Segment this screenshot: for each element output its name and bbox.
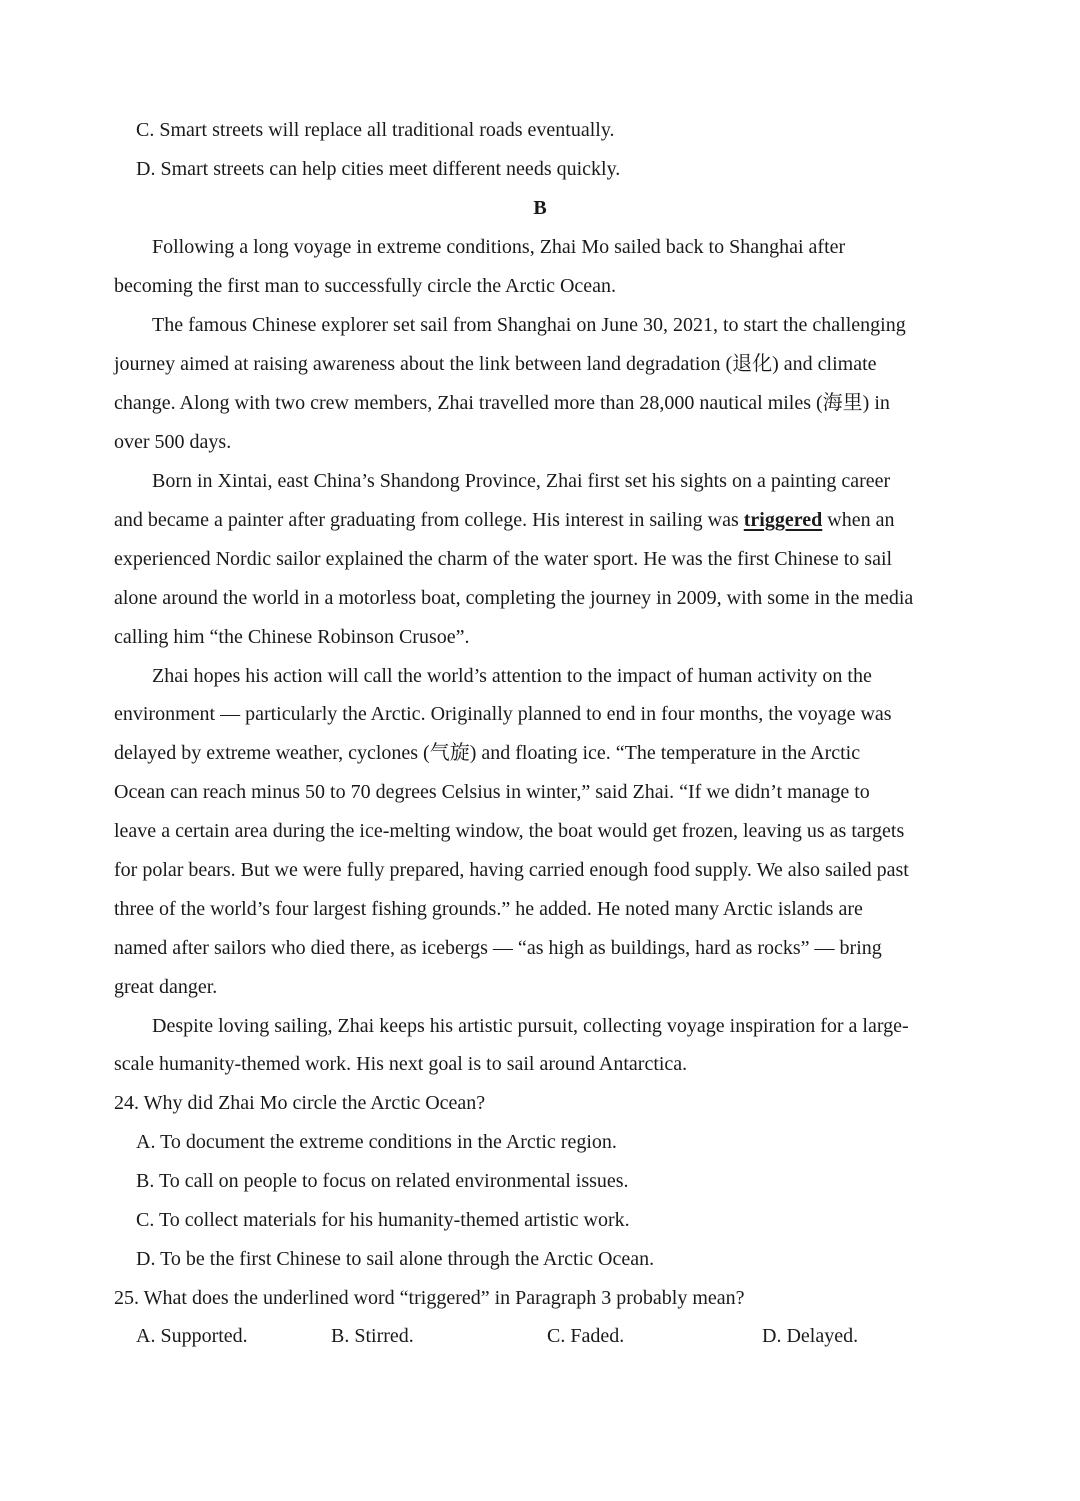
passage-line: Ocean can reach minus 50 to 70 degrees Celsius in winter,” said Zhai. “If we didn’t manage to	[114, 781, 870, 803]
underlined-word-triggered: triggered	[743, 509, 823, 531]
passage-line: Despite loving sailing, Zhai keeps his artistic pursuit, collecting voyage inspiration for a large-	[152, 1015, 909, 1037]
passage-line: three of the world’s four largest fishing grounds.” he added. He noted many Arctic islands are	[114, 898, 863, 920]
passage-line: change. Along with two crew members, Zhai travelled more than 28,000 nautical miles (海里) in	[114, 392, 890, 414]
passage-line: leave a certain area during the ice-melting window, the boat would get frozen, leaving us as targets	[114, 820, 905, 842]
question-25-stem: 25. What does the underlined word “triggered” in Paragraph 3 probably mean?	[114, 1287, 745, 1309]
prev-option-d: D. Smart streets can help cities meet different needs quickly.	[136, 158, 621, 180]
passage-line	[114, 507, 894, 533]
passage-line: Following a long voyage in extreme conditions, Zhai Mo sailed back to Shanghai after	[152, 236, 846, 258]
passage-line: great danger.	[114, 976, 218, 998]
passage-line: Born in Xintai, east China’s Shandong Province, Zhai first set his sights on a painting career	[152, 470, 891, 492]
passage-line: becoming the first man to successfully circle the Arctic Ocean.	[114, 275, 617, 297]
passage-text: and became a painter after graduating from college. His interest in sailing was	[114, 509, 744, 531]
passage-line: over 500 days.	[114, 431, 232, 453]
question-24-stem: 24. Why did Zhai Mo circle the Arctic Ocean?	[114, 1092, 486, 1114]
passage-line: The famous Chinese explorer set sail from Shanghai on June 30, 2021, to start the challenging	[152, 314, 906, 336]
question-24-option-d: D. To be the first Chinese to sail alone through the Arctic Ocean.	[136, 1248, 655, 1270]
passage-line: journey aimed at raising awareness about the link between land degradation (退化) and climate	[114, 353, 877, 375]
passage-line: experienced Nordic sailor explained the charm of the water sport. He was the first Chinese to sail	[114, 548, 893, 570]
question-25-option-c: C. Faded.	[547, 1325, 625, 1347]
question-25-option-d: D. Delayed.	[762, 1325, 859, 1347]
prev-option-c: C. Smart streets will replace all traditional roads eventually.	[136, 119, 615, 141]
passage-line: alone around the world in a motorless boat, completing the journey in 2009, with some in the media	[114, 587, 914, 609]
question-25-option-b: B. Stirred.	[331, 1325, 414, 1347]
passage-line: delayed by extreme weather, cyclones (气旋) and floating ice. “The temperature in the Arctic	[114, 742, 861, 764]
section-label: B	[533, 197, 547, 219]
passage-line: Zhai hopes his action will call the world’s attention to the impact of human activity on the	[152, 665, 872, 687]
question-24-option-a: A. To document the extreme conditions in the Arctic region.	[136, 1131, 617, 1153]
passage-line: calling him “the Chinese Robinson Crusoe”.	[114, 626, 470, 648]
passage-line: for polar bears. But we were fully prepared, having carried enough food supply. We also sailed past	[114, 859, 909, 881]
question-24-option-b: B. To call on people to focus on related environmental issues.	[136, 1170, 629, 1192]
question-24-option-c: C. To collect materials for his humanity-themed artistic work.	[136, 1209, 630, 1231]
passage-line: scale humanity-themed work. His next goal is to sail around Antarctica.	[114, 1053, 688, 1075]
passage-text: when an	[822, 509, 895, 531]
passage-line: named after sailors who died there, as icebergs — “as high as buildings, hard as rocks” — bring	[114, 937, 882, 959]
question-25-option-a: A. Supported.	[136, 1325, 248, 1347]
passage-line: environment — particularly the Arctic. Originally planned to end in four months, the voyage was	[114, 703, 892, 725]
